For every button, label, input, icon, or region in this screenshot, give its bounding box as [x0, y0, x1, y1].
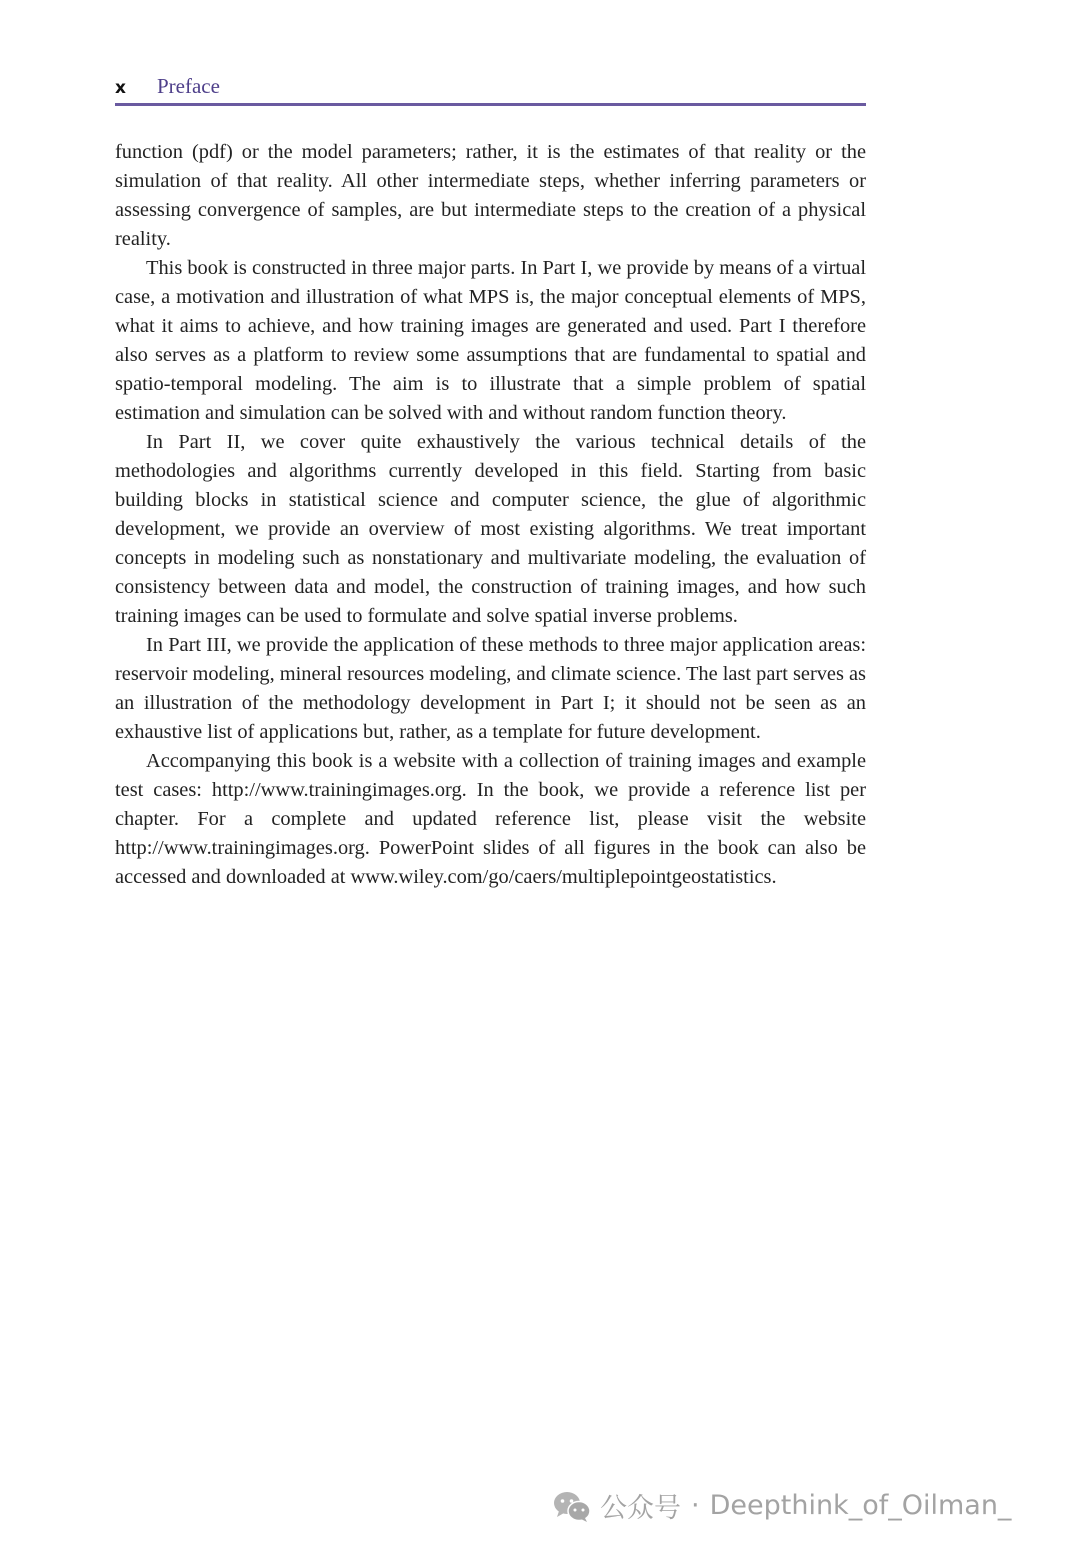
- paragraph-book-structure: This book is constructed in three major parts. In Part I, we provide by means of a virtual case, a motivation and illustration of what MPS is, the major conceptual elements of MPS, what it aims to achieve, and how training images are generated and used. Part I therefore also serves as a platform to review some assumptions that are fundamental to spatial and spatio-temporal modeling. The aim is to illustrate that a simple problem of spatial estimation and simulation can be solved with and without random function theory.: [115, 257, 866, 424]
- running-title: Preface: [157, 74, 220, 98]
- body-text: [115, 138, 866, 892]
- paragraph-continuation: function (pdf) or the model parameters; rather, it is the estimates of that reality or the simulation of that reality. All other intermediate steps, whether inferring parameters or assessing convergence of samples, are but intermediate steps to the creation of a physical reality.: [115, 141, 866, 250]
- watermark-separator: ·: [691, 1490, 700, 1521]
- paragraph-website: Accompanying this book is a website with a collection of training images and example test cases: http://www.trainingimages.org. In the book, we provide a reference list per chapter. For a complete and updated reference list, please visit the website http://www.trainingimages.org. PowerPoint slides of all figures in the book can also be accessed and downloaded at www.wiley.com/go/​caers/multiplepointgeostatistics.: [115, 750, 866, 888]
- paragraph-part-three: In Part III, we provide the application of these methods to three major application areas: reservoir modeling, mineral resources modeling, and climate science. The last part serves as an illustration of the methodology development in Part I; it should not be seen as an exhaustive list of applications but, rather, as a template for future development.: [115, 634, 866, 743]
- page-header: [115, 72, 866, 104]
- watermark-account-name: Deepthink_of_Oilman_: [709, 1490, 1012, 1521]
- wechat-icon: [552, 1489, 592, 1523]
- page-number: x: [115, 78, 126, 98]
- header-rule: [115, 103, 866, 106]
- watermark-platform-label: 公众号: [600, 1493, 681, 1524]
- paragraph-part-two: In Part II, we cover quite exhaustively the various technical details of the methodologies and algorithms currently developed in this field. Starting from basic building blocks in statistical science and computer science, the glue of algorithmic development, we provide an overview of most existing algorithms. We treat important concepts in modeling such as nonstationary and multivariate modeling, the evaluation of consistency between data and model, the construction of training images, and how such training images can be used to formulate and solve spatial inverse problems.: [115, 431, 866, 627]
- watermark: [552, 1486, 1011, 1525]
